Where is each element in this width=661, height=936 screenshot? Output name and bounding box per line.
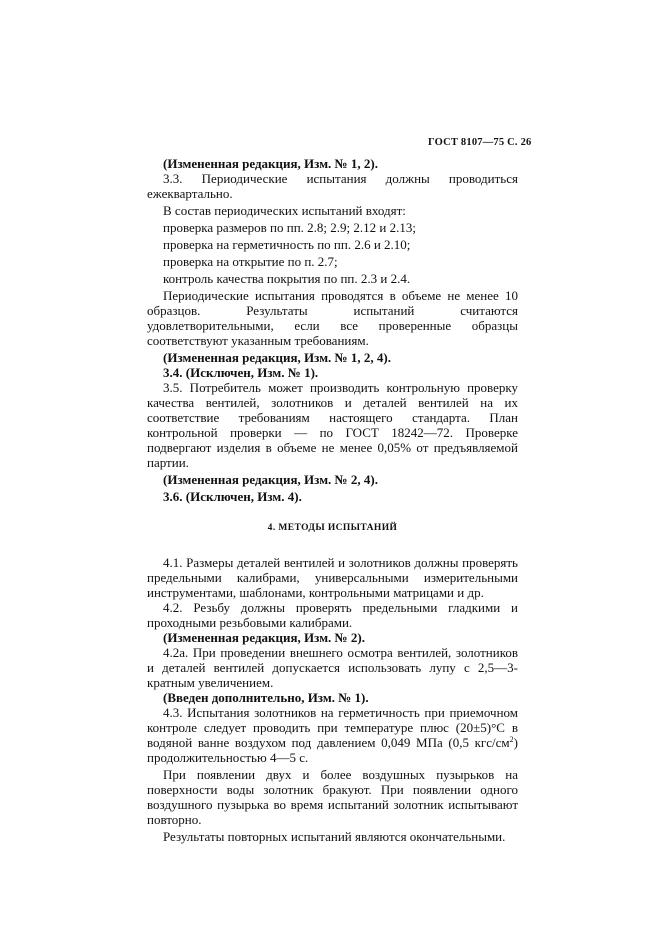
paragraph-4-2: 4.2. Резьбу должны проверять предельными гладкими и проходными резьбовыми калибрами. [147, 600, 518, 630]
paragraph-4-3 [147, 705, 518, 765]
paragraph-3-4: 3.4. (Исключен, Изм. № 1). [163, 365, 319, 380]
amendment-note: (Измененная редакция, Изм. № 2). [163, 630, 365, 645]
paragraph-periodic-volume: Периодические испытания проводятся в объеме не менее 10 образцов. Результаты испытаний считаются удовлетворительными, если все проверенные образцы соответствуют указанным требованиям. [147, 288, 518, 348]
paragraph-bubbles: При появлении двух и более воздушных пузырьков на поверхности воды золотник бракуют. При появлении одного воздушного пузырька во время испытаний золотник испытывают повторно. [147, 767, 518, 827]
superscript: 2 [509, 735, 514, 744]
amendment-note: (Измененная редакция, Изм. № 1, 2, 4). [163, 350, 391, 365]
list-item: контроль качества покрытия по пп. 2.3 и 2.4. [163, 271, 411, 286]
paragraph-3-5: 3.5. Потребитель может производить контрольную проверку качества вентилей, золотников и деталей вентилей на их соответствие требованиям настоящего стандарта. План контрольной проверки — по ГОСТ 18242—72. Проверке подвергают изделия в объеме не менее 0,05% от предъявляемой партии. [147, 380, 518, 470]
amendment-note: (Измененная редакция, Изм. № 1, 2). [163, 156, 378, 171]
list-item: проверка размеров по пп. 2.8; 2.9; 2.12 и 2.13; [163, 220, 416, 235]
paragraph-final-results: Результаты повторных испытаний являются окончательными. [163, 829, 506, 844]
list-item: проверка на открытие по п. 2.7; [163, 254, 338, 269]
paragraph-4-3-text: 4.3. Испытания золотников на герметичность при приемочном контроле следует проводить при температуре плюс (20±5)°С в водяной ванне воздухом под давлением 0,049 МПа (0,5 кгс/см [147, 705, 518, 750]
paragraph-periodic-scope: В состав периодических испытаний входят: [163, 203, 406, 218]
page-header: ГОСТ 8107—75 С. 26 [428, 137, 532, 148]
paragraph-3-6: 3.6. (Исключен, Изм. 4). [163, 489, 302, 504]
paragraph-4-2a: 4.2а. При проведении внешнего осмотра вентилей, золотников и деталей вентилей допускается использовать лупу с 2,5—3-кратным увеличением. [147, 645, 518, 690]
paragraph-4-1: 4.1. Размеры деталей вентилей и золотников должны проверять предельными калибрами, универсальными измерительными инструментами, шаблонами, контрольными матрицами и др. [147, 555, 518, 600]
amendment-note: (Измененная редакция, Изм. № 2, 4). [163, 472, 378, 487]
document-body [147, 156, 518, 844]
paragraph-3-3: 3.3. Периодические испытания должны проводиться ежеквартально. [147, 171, 518, 201]
list-item: проверка на герметичность по пп. 2.6 и 2.10; [163, 237, 411, 252]
section-heading: 4. МЕТОДЫ ИСПЫТАНИЙ [267, 523, 398, 533]
amendment-note: (Введен дополнительно, Изм. № 1). [163, 690, 369, 705]
paragraph-4-3-tail: ) продолжительностью 4—5 с. [147, 735, 518, 765]
